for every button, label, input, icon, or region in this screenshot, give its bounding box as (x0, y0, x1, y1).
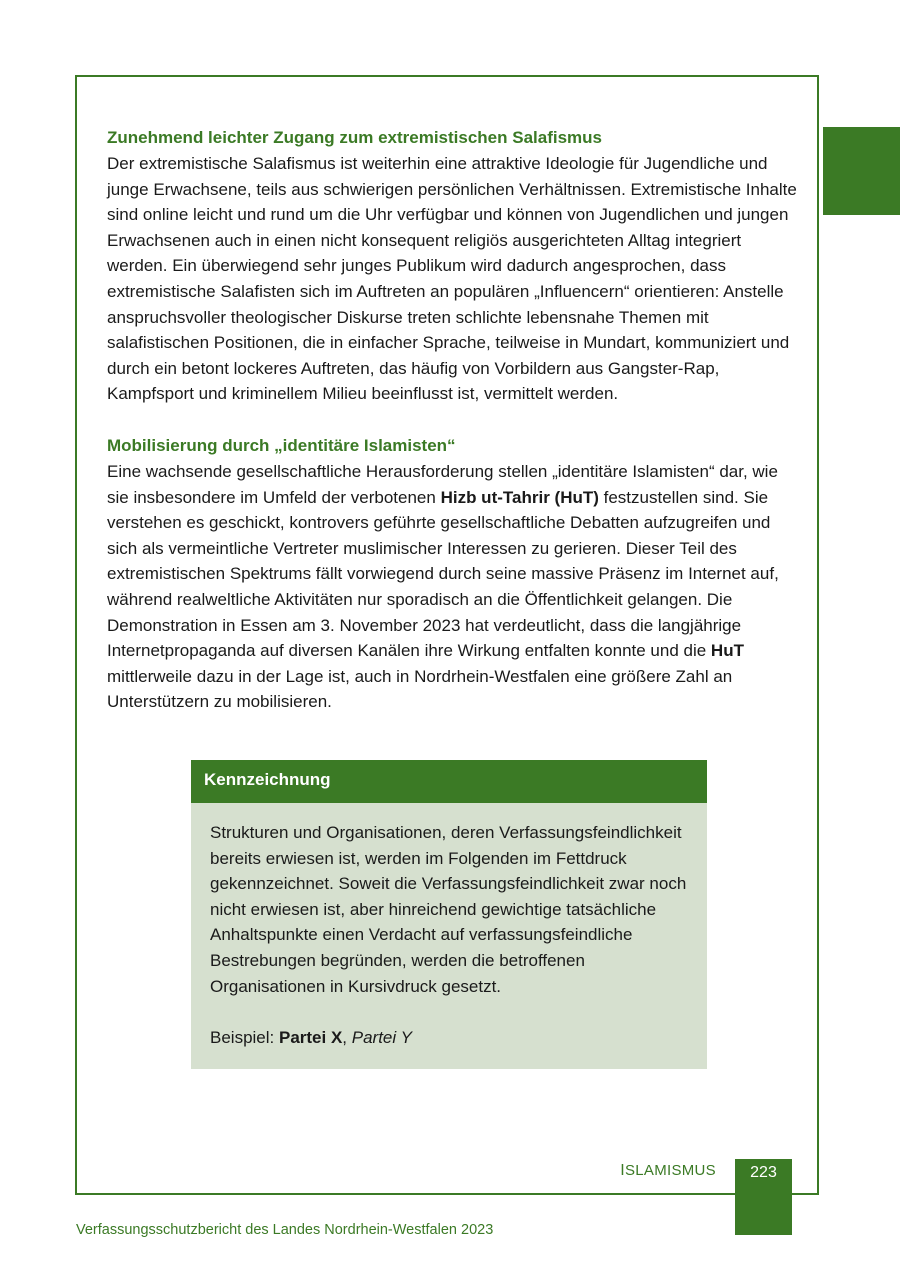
example-bold: Partei X (278, 1028, 343, 1048)
chapter-side-tab (823, 127, 900, 215)
chapter-label-rest: SLAMISMUS (624, 1162, 716, 1179)
info-box-example (210, 1025, 689, 1051)
chapter-label (600, 1162, 716, 1180)
example-separator: , (342, 1028, 352, 1048)
info-box-kennzeichnung (191, 760, 707, 1069)
document-footer-title: Verfassungsschutzbericht des Landes Nordrhein-Westfalen 2023 (76, 1222, 494, 1238)
section-salafismus (107, 125, 797, 407)
example-label: Beispiel: (210, 1028, 279, 1048)
body-text: mittlerweile dazu in der Lage ist, auch in Nordrhein-Westfalen eine größere Zahl an Unterstützern zu mobilisieren. (107, 666, 733, 712)
body-text: festzustellen sind. Sie verstehen es geschickt, kontrovers geführte gesellschaftliche Debatten aufzugreifen und sich als vermeintliche Vertreter muslimischer Interessen zu gerieren. Dieser Teil des extremistischen Spektrums fällt vorwiegend durch seine massive Präsenz im Internet auf, während realweltliche Aktivitäten nur sporadisch an die Öffentlichkeit gelangen. Die Demonstration in Essen am 3. November 2023 hat verdeutlicht, dass die langjährige Internetpropaganda auf diversen Kanälen ihre Wirkung entfalten konnte und die (107, 487, 779, 661)
body-text: Eine wachsende gesellschaftliche Herausforderung stellen „identitäre Islamisten“ dar, wie sie insbesondere im Umfeld der verbotenen (107, 461, 778, 507)
org-name-bold: HuT (710, 641, 744, 661)
section-body-identitaere-islamisten (107, 459, 797, 715)
main-content (107, 125, 797, 715)
info-box-text: Strukturen und Organisationen, deren Verfassungsfeindlichkeit bereits erwiesen ist, werden im Folgenden im Fettdruck gekennzeichnet. Soweit die Verfassungsfeindlichkeit zwar noch nicht erwiesen ist, aber hinreichend gewichtige tatsächliche Anhaltspunkte einen Verdacht auf verfassungsfeindliche Bestrebungen begründen, werden die betroffenen Organisationen in Kursivdruck gesetzt. (210, 823, 687, 996)
section-identitaere-islamisten (107, 433, 797, 715)
page-number: 223 (750, 1164, 777, 1181)
info-box-body (191, 803, 707, 1051)
section-heading-salafismus: Zunehmend leichter Zugang zum extremistischen Salafismus (107, 128, 603, 147)
chapter-label-initial: I (620, 1162, 625, 1179)
example-italic: Partei Y (351, 1028, 412, 1048)
section-body-salafismus: Der extremistische Salafismus ist weiterhin eine attraktive Ideologie für Jugendliche und junge Erwachsene, teils aus schwierigen persönlichen Verhältnissen. Extremistische Inhalte sind online leicht und rund um die Uhr verfügbar und können von Jugendlichen und jungen Erwachsenen auch in einen nicht konsequent religiös ausgerichteten Alltag integriert werden. Ein überwiegend sehr junges Publikum wird dadurch angesprochen, dass extremistische Salafisten sich im Auftreten an populären „Influencern“ orientieren: Anstelle anspruchsvoller theologischer Diskurse treten schlichte lebensnahe Themen mit salafistischen Positionen, die in einfacher Sprache, teilweise in Mundart, kommuniziert und durch ein betont lockeres Auftreten, das häufig von Vorbildern aus Gangster-Rap, Kampfsport und kriminellem Milieu beeinflusst ist, vermittelt werden. (107, 154, 797, 404)
info-box-title: Kennzeichnung (191, 760, 707, 803)
org-name-bold: Hizb ut-Tahrir (HuT) (440, 487, 599, 507)
section-heading-identitaere-islamisten: Mobilisierung durch „identitäre Islamisten“ (107, 435, 456, 455)
